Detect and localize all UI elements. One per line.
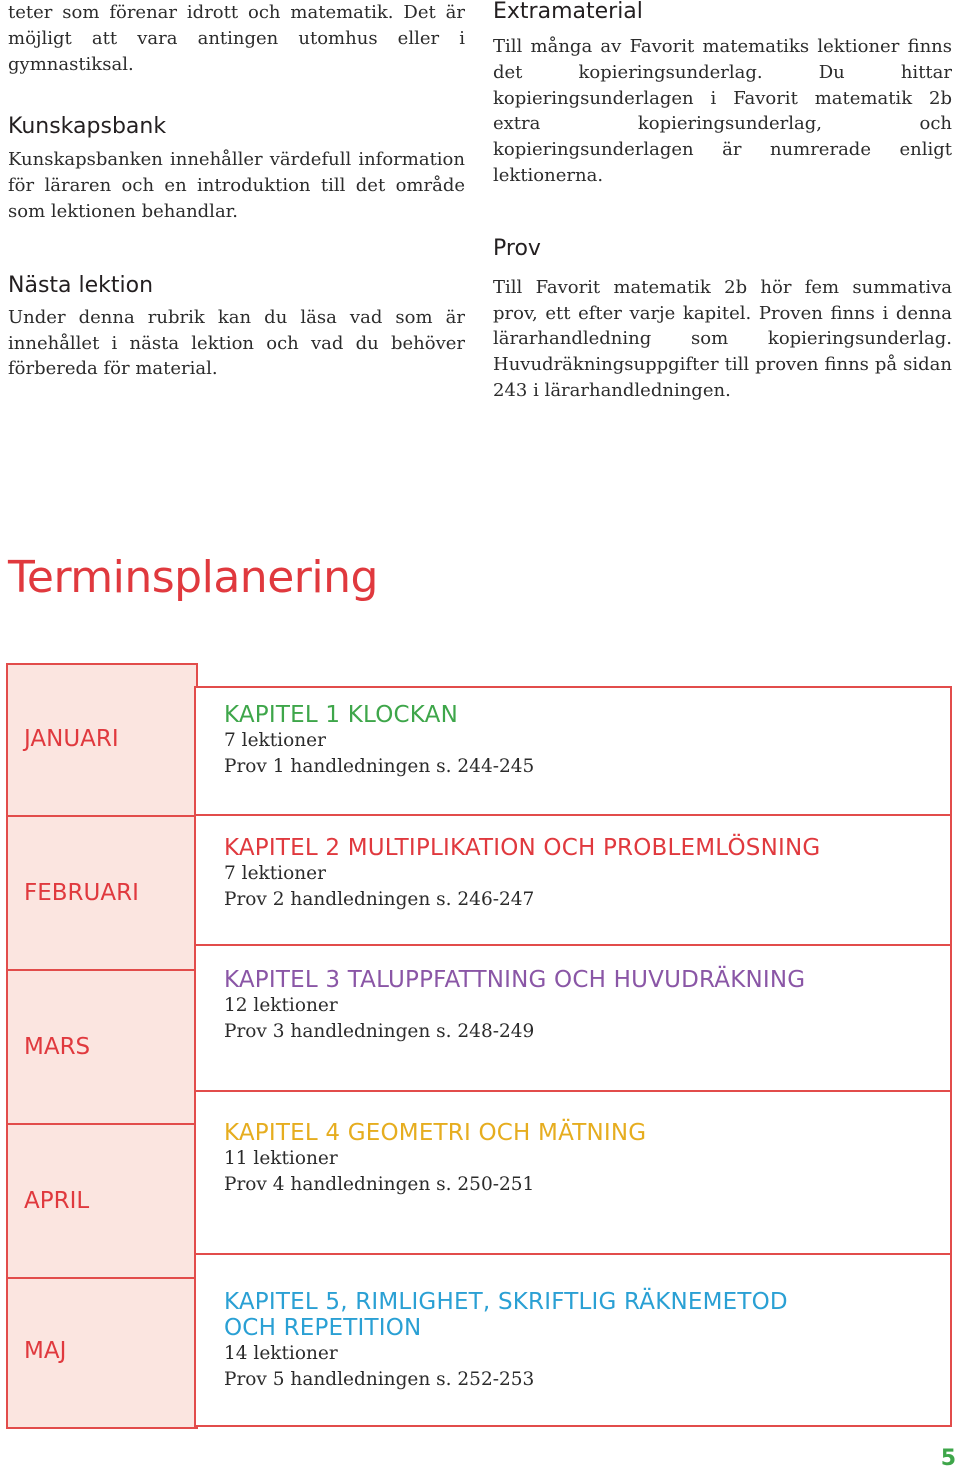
page-number: 5: [940, 1446, 956, 1471]
chapter-box-3: [194, 944, 952, 1094]
chapter-title: KAPITEL 4 GEOMETRI OCH MÄTNING: [224, 1120, 647, 1146]
chapter-lessons: 12 lektioner: [224, 995, 338, 1016]
nasta-lektion-heading: Nästa lektion: [8, 272, 154, 298]
kunskapsbank-heading: Kunskapsbank: [8, 114, 167, 140]
month-divider: [6, 815, 194, 817]
month-label-februari: FEBRUARI: [24, 880, 139, 906]
chapter-title: KAPITEL 1 KLOCKAN: [224, 702, 458, 728]
chapter-test: Prov 4 handledningen s. 250-251: [224, 1174, 535, 1195]
month-label-mars: MARS: [24, 1034, 91, 1060]
chapter-test: Prov 3 handledningen s. 248-249: [224, 1021, 535, 1042]
month-divider: [6, 1123, 194, 1125]
intro-text: teter som förenar idrott och matematik. Det är möjligt att vara antingen utomhus eller i gymnastiksal.: [8, 2, 465, 75]
month-label-maj: MAJ: [24, 1338, 67, 1364]
left-column: [8, 0, 465, 382]
chapter-lessons: 7 lektioner: [224, 863, 326, 884]
chapter-title: KAPITEL 3 TALUPPFATTNING OCH HUVUDRÄKNING: [224, 967, 806, 993]
nasta-lektion-text: Under denna rubrik kan du läsa vad som är innehållet i nästa lektion och vad du behöver förbereda för material.: [8, 306, 465, 380]
month-label-april: APRIL: [24, 1188, 90, 1214]
month-label-januari: JANUARI: [24, 726, 119, 752]
month-divider: [6, 1277, 194, 1279]
terminsplanering-title: Terminsplanering: [8, 552, 378, 603]
chapter-box-1: [194, 686, 952, 818]
kunskapsbank-text: Kunskapsbanken innehåller värdefull information för läraren och en introduktion till det område som lektionen behandlar.: [8, 149, 465, 222]
chapter-box-2: [194, 814, 952, 948]
term-plan-table: [6, 663, 952, 1427]
chapter-title: KAPITEL 2 MULTIPLIKATION OCH PROBLEMLÖSNING: [224, 835, 821, 861]
prov-text: Till Favorit matematik 2b hör fem summativa prov, ett efter varje kapitel. Proven finns i denna lärarhandledning som kopieringsunderlag. Huvudräkningsuppgifter till proven finns på sidan 243 i lärarhandledningen.: [493, 276, 952, 401]
chapter-lessons: 14 lektioner: [224, 1343, 338, 1364]
chapter-box-4: [194, 1090, 952, 1257]
chapter-box-5: [194, 1253, 952, 1427]
chapter-test: Prov 5 handledningen s. 252-253: [224, 1369, 535, 1390]
chapter-lessons: 7 lektioner: [224, 730, 326, 751]
chapter-lessons: 11 lektioner: [224, 1148, 338, 1169]
chapter-test: Prov 1 handledningen s. 244-245: [224, 756, 535, 777]
extramaterial-heading: Extramaterial: [493, 0, 643, 24]
extramaterial-text: Till många av Favorit matematiks lektioner finns det kopieringsunderlag. Du hittar kopieringsunderlagen i Favorit matematik 2b extra kopieringsunderlag, och kopieringsunderlagen är numrerade enligt lektionerna.: [493, 36, 952, 186]
month-divider: [6, 969, 194, 971]
chapter-title: KAPITEL 5, RIMLIGHET, SKRIFTLIG RÄKNEMETOD: [224, 1289, 788, 1315]
chapter-test: Prov 2 handledningen s. 246-247: [224, 889, 535, 910]
prov-heading: Prov: [493, 235, 541, 261]
chapter-title-line2: OCH REPETITION: [224, 1315, 422, 1341]
right-column: [493, 0, 952, 404]
